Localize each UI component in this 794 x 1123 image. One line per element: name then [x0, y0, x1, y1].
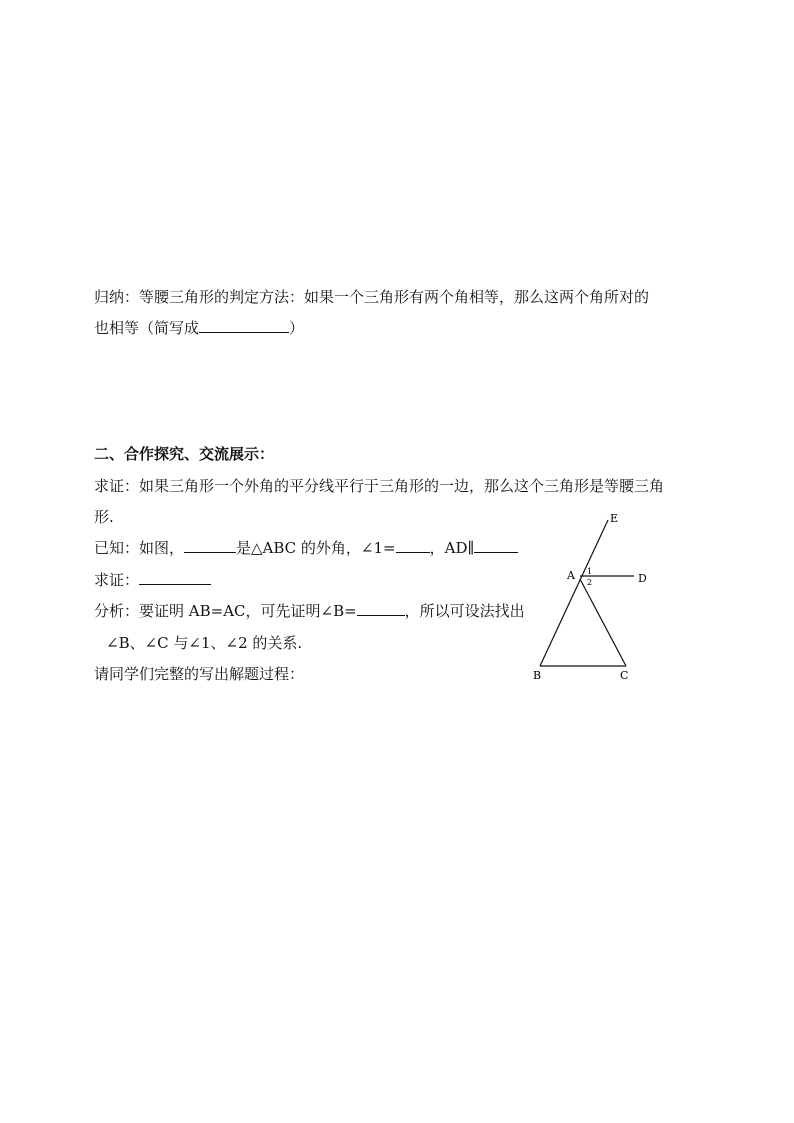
- summary-text-1: 归纳：等腰三角形的判定方法：如果一个三角形有两个角相等，那么这两个角所对的: [94, 288, 650, 306]
- instruction-line: [94, 664, 304, 684]
- analysis-line-1: [94, 601, 525, 621]
- given-mid1: 是△ABC 的外角，∠1=: [236, 539, 396, 557]
- given-line: [94, 538, 518, 558]
- given-blank-exterior-angle[interactable]: [184, 538, 236, 553]
- section-heading-text: 二、合作探究、交流展示：: [94, 445, 275, 463]
- instruction-text: 请同学们完整的写出解题过程：: [94, 665, 305, 683]
- toprove-line: [94, 570, 211, 590]
- prove-text-1: 求证：如果三角形一个外角的平分线平行于三角形的一边，那么这个三角形是等腰三角: [94, 477, 665, 495]
- summary-blank[interactable]: [199, 318, 289, 333]
- prove-text-2: 形.: [94, 508, 114, 526]
- given-blank-angle1[interactable]: [396, 538, 430, 553]
- label-angle-2: 2: [587, 578, 593, 587]
- analysis-line-2: [106, 633, 302, 653]
- prove-line-2: [94, 507, 114, 527]
- analysis-blank[interactable]: [357, 601, 405, 616]
- toprove-blank[interactable]: [139, 570, 211, 585]
- line-be: [540, 520, 608, 666]
- label-c: C: [620, 669, 629, 682]
- triangle-figure: [530, 508, 660, 688]
- summary-text-2-prefix: 也相等（简写成: [94, 319, 200, 337]
- summary-line-1: [94, 287, 649, 307]
- section-heading: [94, 444, 274, 464]
- summary-line-2: [94, 318, 304, 338]
- label-d: D: [638, 572, 647, 585]
- line-ac: [580, 579, 626, 666]
- given-prefix: 已知：如图，: [94, 539, 185, 557]
- analysis-text-2: ∠B、∠C 与∠1、∠2 的关系.: [106, 634, 303, 652]
- label-e: E: [610, 512, 619, 525]
- analysis-suffix: ，所以可设法找出: [404, 602, 525, 620]
- toprove-prefix: 求证：: [94, 571, 140, 589]
- given-blank-parallel[interactable]: [474, 538, 518, 553]
- label-a: A: [567, 569, 575, 582]
- label-angle-1: 1: [587, 567, 593, 576]
- given-mid2: ，AD∥: [429, 539, 475, 557]
- analysis-prefix: 分析：要证明 AB=AC，可先证明∠B=: [94, 602, 357, 620]
- prove-line-1: [94, 476, 664, 496]
- summary-text-2-suffix: ）: [289, 319, 305, 337]
- label-b: B: [533, 669, 542, 682]
